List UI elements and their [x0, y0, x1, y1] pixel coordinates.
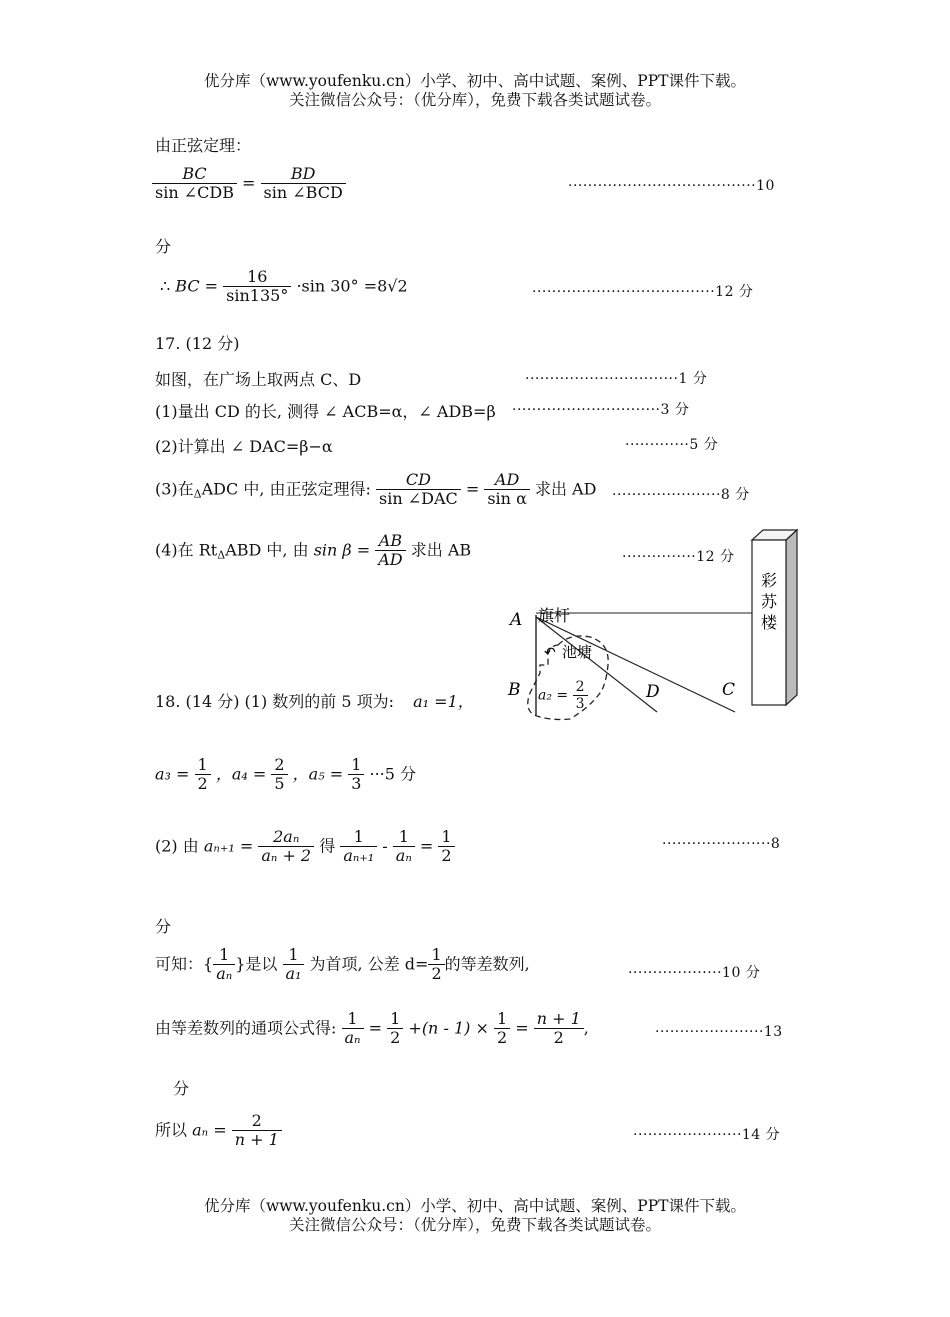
footer-line-1: 优分库（www.youfenku.cn）小学、初中、高中试题、案例、PPT课件下载。 [203, 1197, 747, 1215]
p17-score-12: ···············12 分 [622, 549, 735, 565]
terms-a3-a5: a₃ = $\frac{1}{2}$ ，a₄ = $\frac{2}{5}$ ，a₅ = $\frac{1}{3}$ ···5 分 [155, 755, 417, 794]
building-side [786, 530, 797, 705]
building-char-3: 楼 [760, 613, 778, 632]
fraction-cd: $\frac{CD}{\text{sin ∠DAC}}$ [376, 471, 461, 509]
p17-step-2: (2)计算出 ∠ DAC=β−α [155, 437, 333, 456]
arithmetic-seq-line: 可知：{ $\frac{1}{\text{aₙ}}$ }是以 $\frac{1}{\text{a₁}}$ 为首项, 公差 d= $\frac{1}{2}$ 的等差数列, [155, 945, 530, 984]
a2-value: a₂ = $\frac{2}{3}$ [538, 679, 588, 712]
pond-label: 池塘 [562, 643, 593, 661]
header-line-1: 优分库（www.youfenku.cn）小学、初中、高中试题、案例、PPT课件下载。 [203, 72, 747, 90]
p18-unit-13: 分 [173, 1079, 190, 1098]
fraction-bc: $\frac{BC}{\text{sin ∠CDB}}$ [152, 165, 237, 203]
fraction-ab-ad: $\frac{AB}{AD}$ [375, 532, 405, 570]
header-line-2: 关注微信公众号：（优分库），免费下载各类试题试卷。 [288, 91, 661, 109]
p17-step-4: (4)在 RtΔABD 中, 由 sin β = $\frac{AB}{AD}$ 求出 AB [155, 531, 472, 570]
general-term-line: 由等差数列的通项公式得: $\frac{1}{\text{aₙ}}$ = $\frac{1}{2}$ +(n - 1) × $\frac{1}{2}$ = $\frac{n + 1}{2}$ , [155, 1009, 589, 1048]
p17-score-1: ·······························1 分 [525, 371, 708, 387]
p18-unit-8: 分 [155, 917, 172, 936]
p18-score-13: ······················13 [655, 1024, 783, 1040]
building-char-1: 彩 [760, 571, 778, 590]
p17-step-3: (3)在ΔADC 中, 由正弦定理得: $\frac{CD}{\text{sin ∠DAC}}$ = $\frac{AD}{\text{sin α}}$ 求出 AD [155, 470, 597, 509]
p17-step-1: (1)量出 CD 的长, 测得 ∠ ACB=α，∠ ADB=β [155, 402, 496, 421]
arrow-mark: ↶ [544, 645, 556, 661]
point-c-label: C [722, 680, 736, 700]
sine-law-equation: $\frac{BC}{\text{sin ∠CDB}}$ = $\frac{BD}{\text{sin ∠BCD}}$ [152, 165, 346, 203]
problem-18-line-1: 18. (14 分) (1) 数列的前 5 项为: a₁ =1， [155, 692, 474, 711]
p18-score-8: ······················8 [662, 836, 781, 852]
final-answer-line: 所以 aₙ = $\frac{2}{n + 1}$ [155, 1112, 282, 1150]
score-12: ·····································12 分 [532, 284, 754, 300]
problem-17-title: 17. (12 分) [155, 334, 240, 353]
p17-step-0: 如图，在广场上取两点 C、D [155, 370, 362, 389]
score-unit-10: 分 [155, 237, 172, 256]
recurrence-line: (2) 由 aₙ₊₁ = $\frac{\text{2aₙ}}{\text{aₙ + 2}}$ 得 $\frac{1}{\text{aₙ₊₁}}$ - $\frac{1}{\text{aₙ}}$ = $\frac{1}{2}$ [155, 828, 455, 866]
p17-score-5: ·············5 分 [625, 437, 719, 453]
point-b-label: B [508, 680, 521, 700]
flagpole-label: 旗杆 [538, 606, 571, 625]
footer-line-2: 关注微信公众号：（优分库），免费下载各类试题试卷。 [288, 1216, 661, 1234]
building-char-2: 苏 [760, 592, 778, 611]
fraction-ad: $\frac{AD}{\text{sin α}}$ [484, 471, 530, 509]
point-a-label: A [510, 610, 523, 630]
p18-score-10: ···················10 分 [628, 965, 761, 981]
point-d-label: D [646, 682, 660, 702]
fraction-16: $\frac{16}{\sin 135^\circ}$ [223, 268, 291, 306]
sine-law-intro: 由正弦定理： [155, 136, 252, 155]
score-10: ······································10 [568, 178, 775, 194]
p18-score-14: ······················14 分 [633, 1127, 781, 1143]
plaza-diagram [500, 525, 805, 755]
bc-result: ∴ BC = $\frac{16}{\sin 135^\circ}$ ·sin 30° =8√2 [160, 267, 408, 306]
p17-score-3: ······························3 分 [512, 402, 690, 418]
p17-score-8: ······················8 分 [612, 487, 750, 503]
fraction-bd: $\frac{BD}{\text{sin ∠BCD}}$ [261, 165, 346, 203]
